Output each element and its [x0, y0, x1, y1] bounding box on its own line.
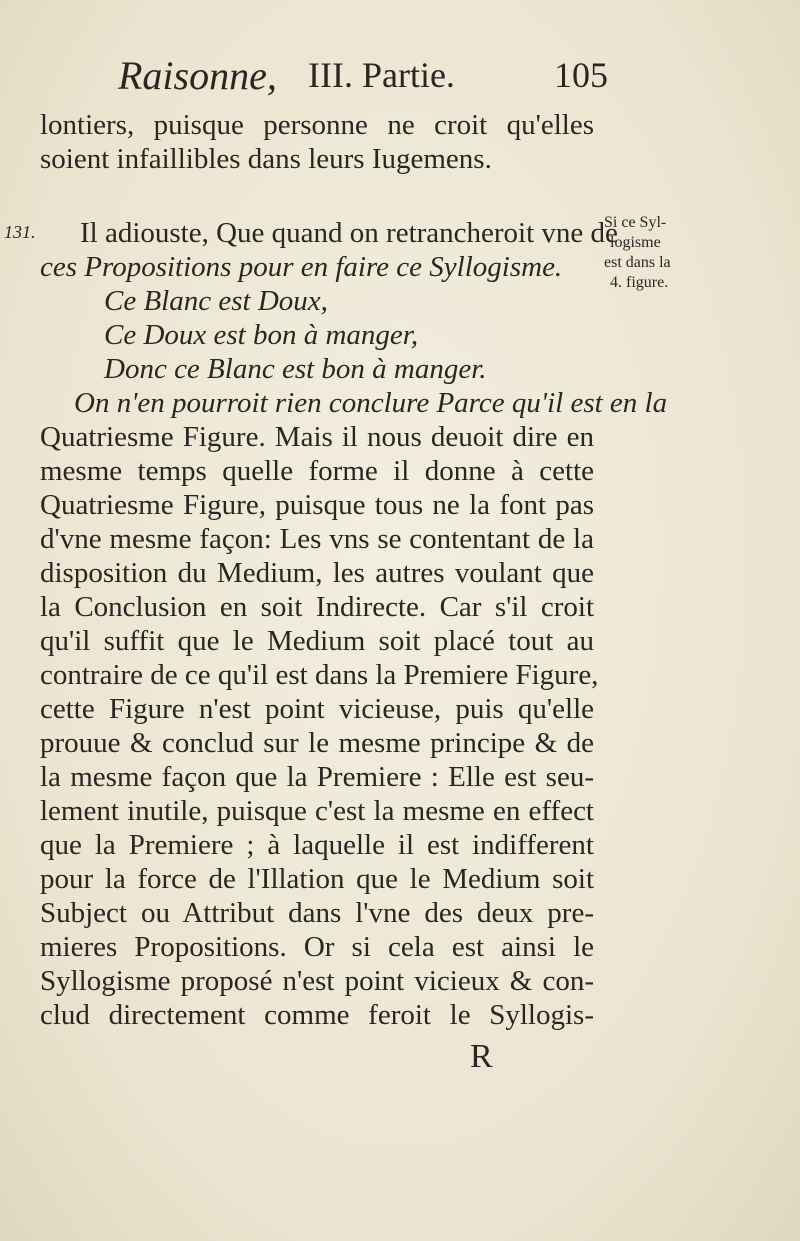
text-line: Ce Doux est bon à manger,	[104, 319, 419, 351]
text-line: Ce Blanc est Doux,	[104, 285, 328, 317]
margin-note-line: est dans la	[604, 254, 671, 271]
text-line: Quatriesme Figure, puisque tous ne la font pas	[40, 489, 594, 521]
text-line: Quatriesme Figure. Mais il nous deuoit dire en	[40, 421, 594, 453]
text-line: Syllogisme proposé n'est point vicieux & con-	[40, 965, 594, 997]
text-line: soient infaillibles dans leurs Iugemens.	[40, 143, 492, 175]
text-line: ces Propositions pour en faire ce Syllogisme.	[40, 251, 563, 283]
text-line: disposition du Medium, les autres voulant que	[40, 557, 594, 589]
part-label: III. Partie.	[308, 55, 455, 95]
text-line: lontiers, puisque personne ne croit qu'elles	[40, 109, 594, 141]
text-line: Subject ou Attribut dans l'vne des deux pre-	[40, 897, 594, 929]
text-line: lement inutile, puisque c'est la mesme en effect	[40, 795, 594, 827]
text-line: d'vne mesme façon: Les vns se contentant de la	[40, 523, 594, 555]
text-line: clud directement comme feroit le Syllogis-	[40, 999, 594, 1031]
text-line: contraire de ce qu'il est dans la Premiere Figure,	[40, 659, 599, 691]
running-title: Raisonne,	[118, 53, 277, 98]
margin-note-line: 4. figure.	[610, 274, 669, 291]
text-line: mieres Propositions. Or si cela est ainsi le	[40, 931, 594, 963]
margin-note-line: logisme	[610, 234, 661, 251]
text-line: cette Figure n'est point vicieuse, puis qu'elle	[40, 693, 594, 725]
page-number: 105	[554, 55, 608, 95]
margin-paragraph-number: 131.	[4, 222, 36, 242]
text-line: Il adiouste, Que quand on retrancheroit vne de	[80, 217, 618, 249]
text-line: la mesme façon que la Premiere : Elle est seu-	[40, 761, 594, 793]
signature-mark: R	[470, 1038, 493, 1075]
text-line: la Conclusion en soit Indirecte. Car s'il croit	[40, 591, 594, 623]
running-header	[118, 52, 608, 102]
text-line: pour la force de l'Illation que le Medium soit	[40, 863, 594, 895]
text-line: qu'il suffit que le Medium soit placé tout au	[40, 625, 594, 657]
text-line: Donc ce Blanc est bon à manger.	[104, 353, 487, 385]
text-line: On n'en pourroit rien conclure Parce qu'il est en la	[74, 387, 668, 419]
text-line: que la Premiere ; à laquelle il est indifferent	[40, 829, 594, 861]
text-line: mesme temps quelle forme il donne à cette	[40, 455, 594, 487]
text-line: prouue & conclud sur le mesme principe & de	[40, 727, 594, 759]
margin-note-line: Si ce Syl-	[604, 214, 667, 231]
